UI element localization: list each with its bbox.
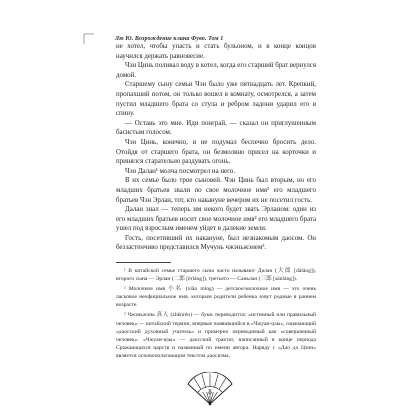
footnote: ² Молочное имя 小名 (xiǎo míng) — детское/молочное имя — это очень ласковое неофициальное имя, которым родители ребенка зовут родные в раннем возрасте. <box>116 286 316 309</box>
footnotes <box>116 267 316 362</box>
paragraph: В их семье было трое сыновей. Чэн Цинь был вторым, но его младших братьев звали по свое молочное имя² его младшего братьев Чэн Эрлан, тот, кто накануне вечером их не посетил гость. <box>116 177 316 204</box>
paragraph: Далан знал — теперь им некого будет звать Эрланом: один из его младших братьев носит свое молочное имя² его младшего брата ушел под взрослым именем уйдет в далекие земли. <box>116 206 316 233</box>
footnote: ³ Чжэньжэнь 真人 (zhēnrén) — букв. переводится: «истинный или правильный человек» — китайский термин, впервые появившийся в «Чжуан-цзы», означающий «даосский духовный учитель» и примерно переводимый как «совершенный человек». «Чжуан-цзы» — даосский трактат, написанный в конце периода Сражающихся царств и названный по имени автора. Наряду с «Дао дэ Цзин» является основополагающим текстом даосизма. <box>116 312 316 359</box>
main-text <box>116 42 316 253</box>
paragraph: Чэн Далан¹ молча посмотрел на него. <box>125 167 235 175</box>
paragraph: не хотел, чтобы упасть и стать бульоном, и в конце концов научился держать равновесие. <box>116 43 316 60</box>
corner-ornament-icon <box>82 32 96 46</box>
footnote: ¹ В китайской семье старшего сына часто называют Далан (大郎 [dàláng]), второго сына — Эрлан (二郎 [èrláng]), третьего — Саньлан (三郎 [sānláng]). <box>116 268 316 283</box>
running-header: Лю Ю. Возрождение клана Фуво. Том 1 <box>115 36 224 42</box>
paragraph: Чэн Цинь, конечно, и не подумал беспечно бросить дело. Отойдя от старшего брата, он безмолвно присел на корточки и принялся старательно раздувать огонь. <box>116 138 316 166</box>
page-number: 8 <box>208 388 212 396</box>
paragraph: Чэн Цинь поливал воду в котел, когда его старший брат вернулся домой. <box>116 62 317 79</box>
footnote-divider <box>116 262 171 263</box>
paragraph: Старшему сыну семьи Чэн было уже пятнадцать лет. Крепкий, пропахший потом, он только вошел в комнату, осмотрелся, а затем пустил младшего брата со стула и ребром ладони ударил его в спину. <box>116 81 316 118</box>
paragraph: Гость, посетивший их накануне, был незнакомым даосом. Он беззастенчиво представился Мучунь чжэньжэнем³. <box>116 234 316 252</box>
paragraph: — Оставь это мне. Иди поиграй, — сказал он приглушенным басистым голосом. <box>116 119 316 137</box>
